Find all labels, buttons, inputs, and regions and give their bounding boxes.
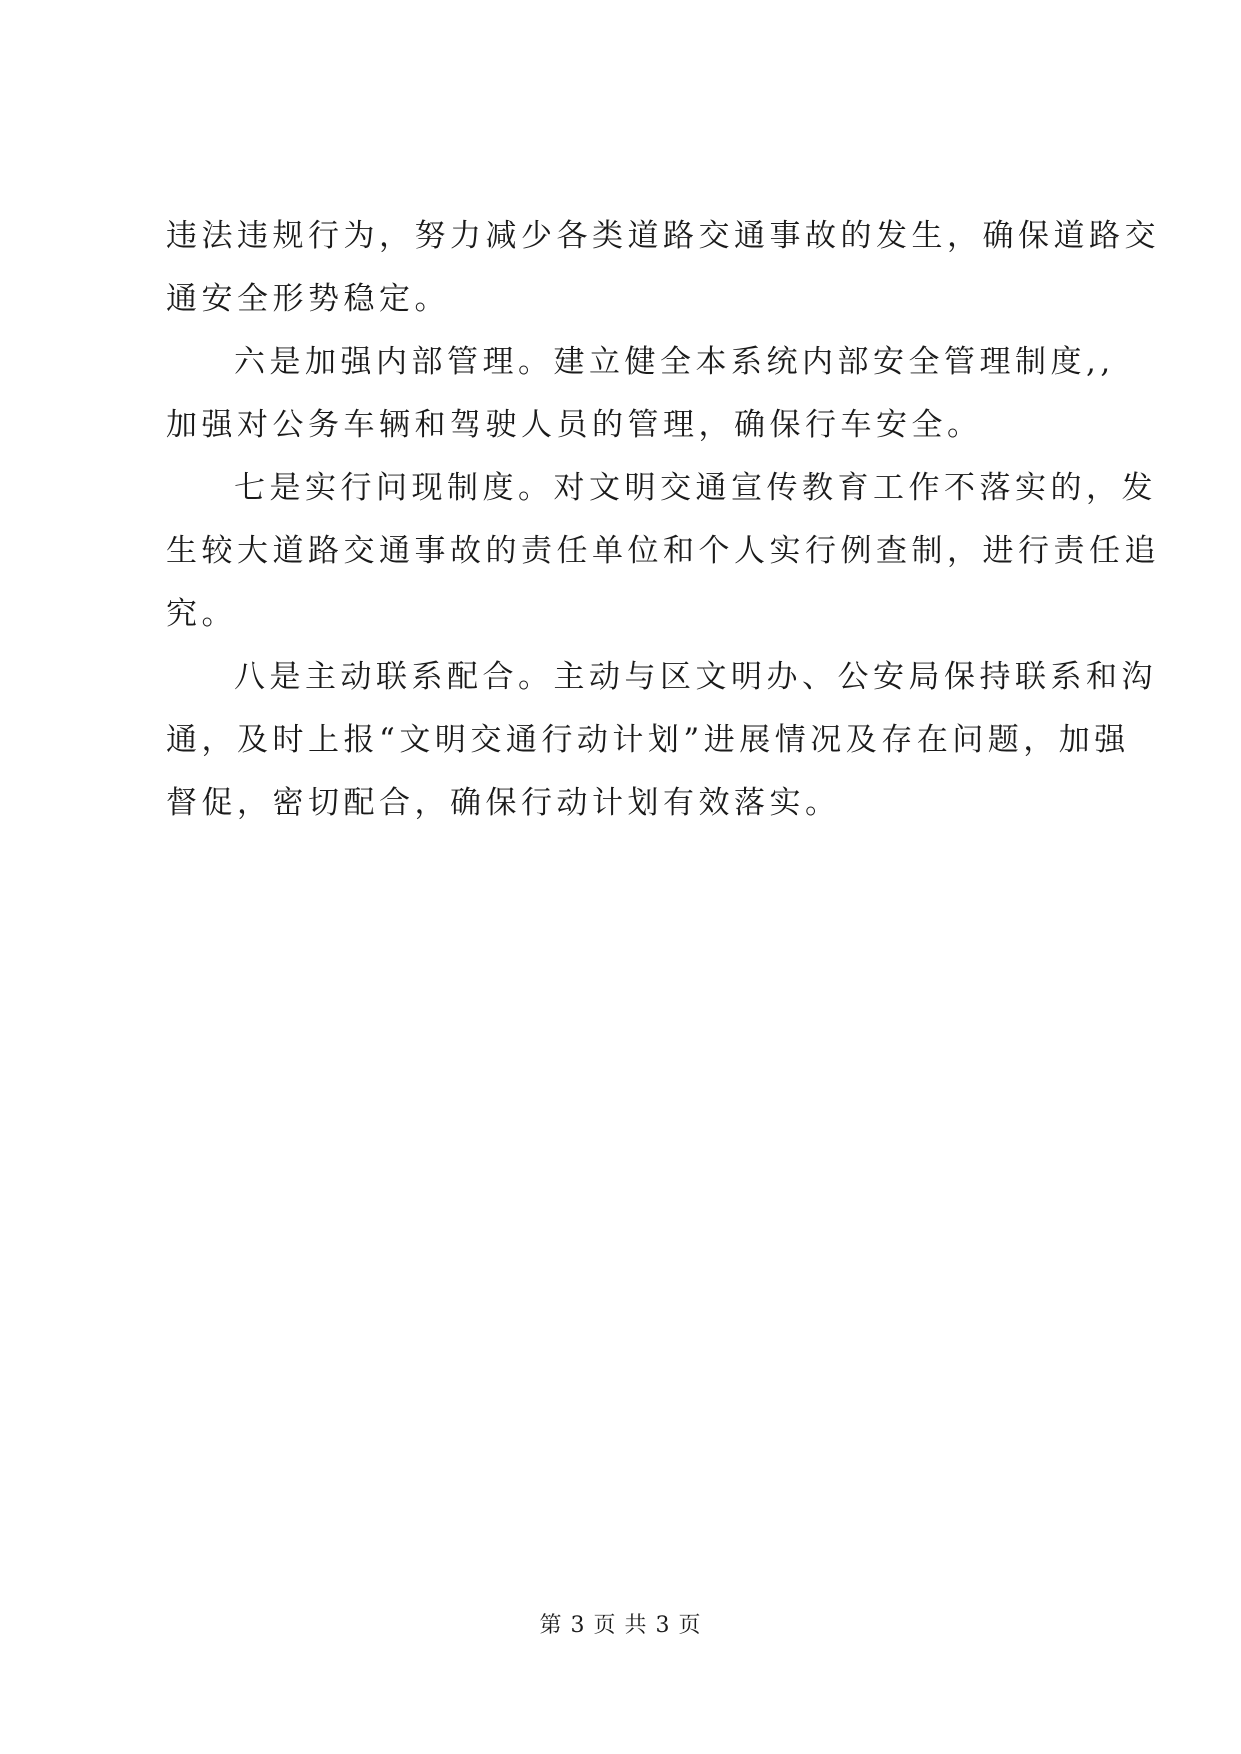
text-line: 通安全形势稳定。 (166, 281, 450, 317)
text-line: 七是实行问现制度。对文明交通宣传教育工作不落实的，发 (234, 470, 1157, 506)
paragraph-internal-management (166, 331, 1115, 457)
text-line: 六是加强内部管理。建立健全本系统内部安全管理制度,, (234, 344, 1115, 380)
text-line: 八是主动联系配合。主动与区文明办、公安局保持联系和沟 (234, 659, 1157, 695)
paragraph-continuation (166, 205, 1160, 331)
text-line: 究。 (166, 596, 237, 632)
paragraph-liaison (166, 646, 1157, 835)
document-body (166, 205, 1160, 835)
paragraph-accountability (166, 457, 1160, 646)
text-line: 加强对公务车辆和驾驶人员的管理，确保行车安全。 (166, 407, 983, 443)
text-line: 通，及时上报“文明交通行动计划”进展情况及存在问题，加强 (166, 722, 1130, 758)
text-line: 违法违规行为，努力减少各类道路交通事故的发生，确保道路交 (166, 218, 1160, 254)
text-line: 督促，密切配合，确保行动计划有效落实。 (166, 785, 841, 821)
page-number-footer: 第 3 页 共 3 页 (539, 1613, 702, 1638)
text-line: 生较大道路交通事故的责任单位和个人实行例查制，进行责任追 (166, 533, 1160, 569)
